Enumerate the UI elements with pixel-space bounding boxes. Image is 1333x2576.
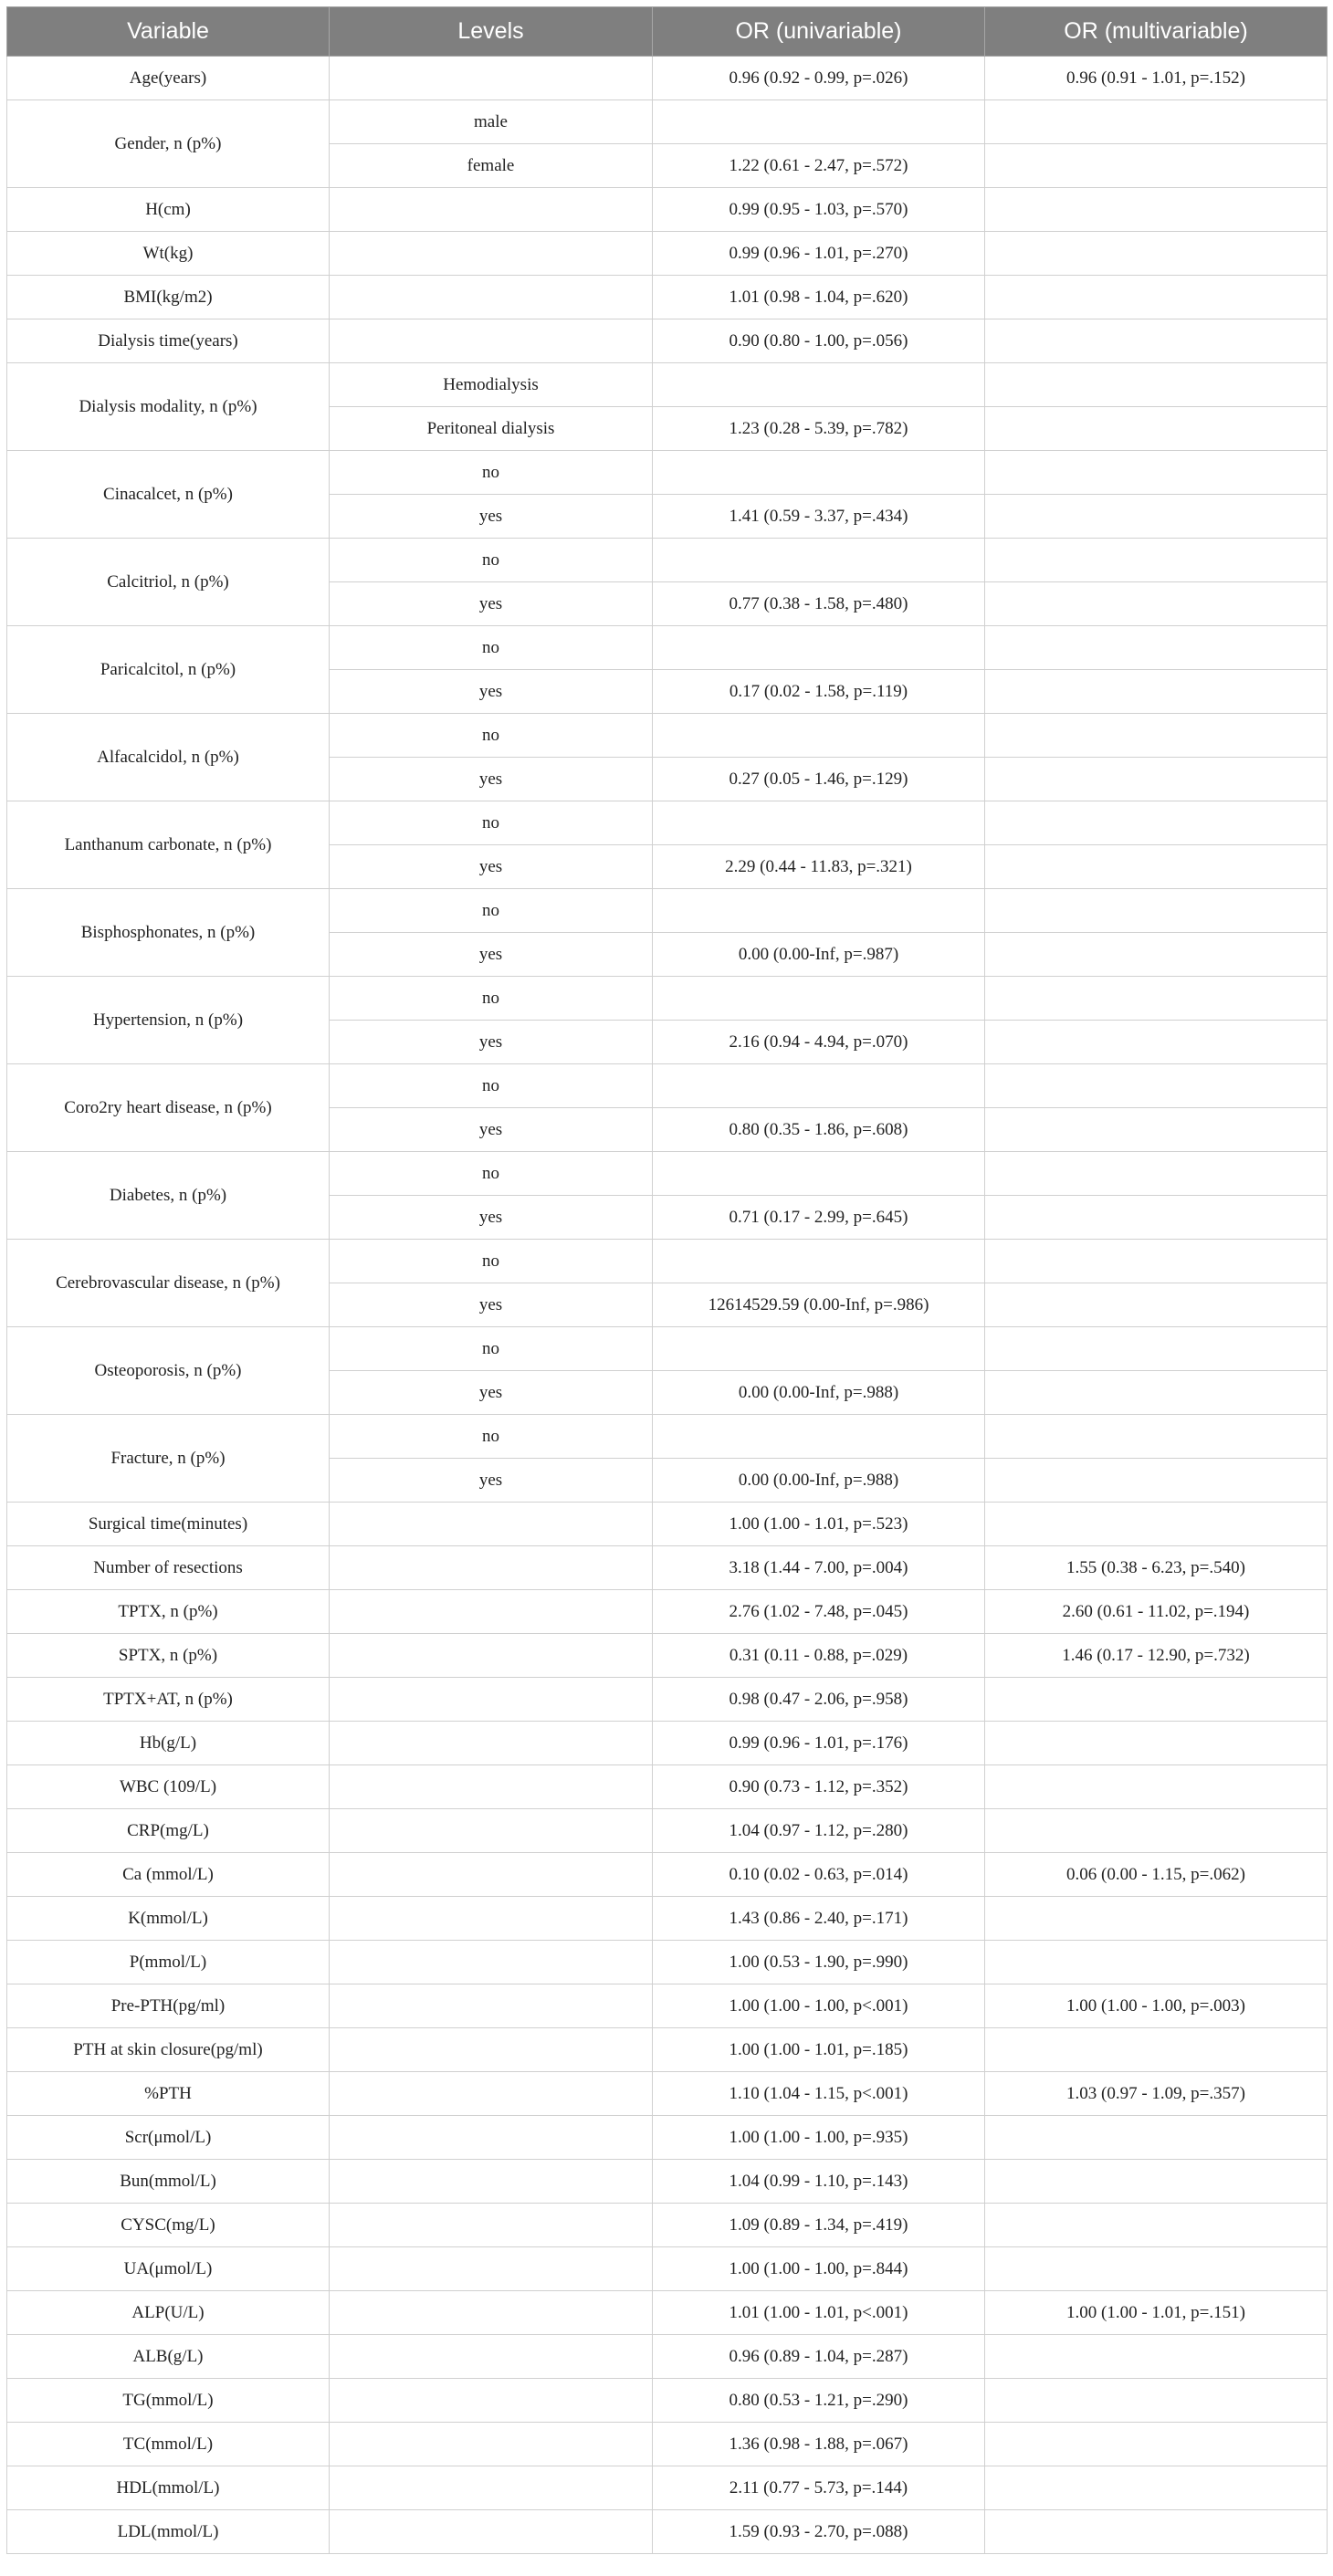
level-cell — [330, 1503, 653, 1546]
level-cell — [330, 2028, 653, 2072]
variable-cell: UA(μmol/L) — [7, 2247, 330, 2291]
level-cell — [330, 1941, 653, 1984]
level-cell — [330, 2423, 653, 2466]
level-cell — [330, 1984, 653, 2028]
variable-cell: TC(mmol/L) — [7, 2423, 330, 2466]
table-row — [7, 1590, 1328, 1634]
variable-cell: Lanthanum carbonate, n (p%) — [7, 801, 330, 889]
or-univariable-cell: 1.00 (0.53 - 1.90, p=.990) — [653, 1941, 985, 1984]
variable-cell: CRP(mg/L) — [7, 1809, 330, 1853]
table-row — [7, 2510, 1328, 2554]
table-row — [7, 1678, 1328, 1722]
variable-cell: Cinacalcet, n (p%) — [7, 451, 330, 539]
level-cell — [330, 2466, 653, 2510]
or-multivariable-cell — [985, 933, 1328, 977]
level-cell: yes — [330, 1283, 653, 1327]
or-multivariable-cell — [985, 1152, 1328, 1196]
level-cell — [330, 1809, 653, 1853]
table-row — [7, 1240, 1328, 1283]
or-univariable-cell: 0.10 (0.02 - 0.63, p=.014) — [653, 1853, 985, 1897]
or-univariable-cell — [653, 801, 985, 845]
or-multivariable-cell — [985, 276, 1328, 319]
level-cell: yes — [330, 758, 653, 801]
level-cell: no — [330, 1415, 653, 1459]
level-cell — [330, 2379, 653, 2423]
or-multivariable-cell: 0.96 (0.91 - 1.01, p=.152) — [985, 57, 1328, 100]
level-cell: yes — [330, 1196, 653, 1240]
or-univariable-cell: 1.01 (1.00 - 1.01, p<.001) — [653, 2291, 985, 2335]
or-multivariable-cell — [985, 582, 1328, 626]
level-cell — [330, 2247, 653, 2291]
variable-cell: WBC (109/L) — [7, 1765, 330, 1809]
level-cell: yes — [330, 1371, 653, 1415]
level-cell — [330, 232, 653, 276]
or-univariable-cell: 0.00 (0.00-Inf, p=.988) — [653, 1371, 985, 1415]
or-multivariable-cell: 2.60 (0.61 - 11.02, p=.194) — [985, 1590, 1328, 1634]
variable-cell: Bisphosphonates, n (p%) — [7, 889, 330, 977]
table-row — [7, 2423, 1328, 2466]
odds-ratio-table — [6, 6, 1328, 2554]
level-cell: no — [330, 626, 653, 670]
variable-cell: BMI(kg/m2) — [7, 276, 330, 319]
or-multivariable-cell — [985, 977, 1328, 1021]
or-multivariable-cell — [985, 758, 1328, 801]
or-univariable-cell: 1.01 (0.98 - 1.04, p=.620) — [653, 276, 985, 319]
or-univariable-cell: 1.00 (1.00 - 1.00, p=.935) — [653, 2116, 985, 2160]
or-multivariable-cell — [985, 1196, 1328, 1240]
or-univariable-cell — [653, 100, 985, 144]
level-cell — [330, 2160, 653, 2204]
variable-cell: Alfacalcidol, n (p%) — [7, 714, 330, 801]
or-univariable-cell: 0.77 (0.38 - 1.58, p=.480) — [653, 582, 985, 626]
variable-cell: Osteoporosis, n (p%) — [7, 1327, 330, 1415]
or-univariable-cell: 0.27 (0.05 - 1.46, p=.129) — [653, 758, 985, 801]
or-multivariable-cell — [985, 407, 1328, 451]
table-row — [7, 451, 1328, 495]
or-univariable-cell: 12614529.59 (0.00-Inf, p=.986) — [653, 1283, 985, 1327]
variable-cell: Hypertension, n (p%) — [7, 977, 330, 1064]
or-multivariable-cell: 1.00 (1.00 - 1.00, p=.003) — [985, 1984, 1328, 2028]
table-row — [7, 100, 1328, 144]
or-univariable-cell — [653, 1327, 985, 1371]
or-univariable-cell — [653, 1415, 985, 1459]
level-cell — [330, 57, 653, 100]
level-cell: no — [330, 801, 653, 845]
table-row — [7, 889, 1328, 933]
or-univariable-cell: 3.18 (1.44 - 7.00, p=.004) — [653, 1546, 985, 1590]
table-row — [7, 188, 1328, 232]
or-multivariable-cell — [985, 1722, 1328, 1765]
or-univariable-cell: 0.00 (0.00-Inf, p=.987) — [653, 933, 985, 977]
variable-cell: H(cm) — [7, 188, 330, 232]
variable-cell: Ca (mmol/L) — [7, 1853, 330, 1897]
level-cell: no — [330, 539, 653, 582]
or-multivariable-cell — [985, 2160, 1328, 2204]
or-univariable-cell: 2.76 (1.02 - 7.48, p=.045) — [653, 1590, 985, 1634]
variable-cell: LDL(mmol/L) — [7, 2510, 330, 2554]
or-multivariable-cell — [985, 1809, 1328, 1853]
or-multivariable-cell — [985, 1283, 1328, 1327]
or-multivariable-cell — [985, 539, 1328, 582]
or-univariable-cell — [653, 1152, 985, 1196]
table-row — [7, 2028, 1328, 2072]
or-univariable-cell: 0.99 (0.95 - 1.03, p=.570) — [653, 188, 985, 232]
header-levels: Levels — [330, 7, 653, 57]
level-cell — [330, 188, 653, 232]
table-row — [7, 2116, 1328, 2160]
level-cell — [330, 2072, 653, 2116]
or-univariable-cell: 0.90 (0.73 - 1.12, p=.352) — [653, 1765, 985, 1809]
or-univariable-cell — [653, 451, 985, 495]
table-row — [7, 2291, 1328, 2335]
level-cell: male — [330, 100, 653, 144]
level-cell: female — [330, 144, 653, 188]
table-row — [7, 1503, 1328, 1546]
variable-cell: Wt(kg) — [7, 232, 330, 276]
variable-cell: P(mmol/L) — [7, 1941, 330, 1984]
level-cell: yes — [330, 933, 653, 977]
variable-cell: Dialysis time(years) — [7, 319, 330, 363]
or-univariable-cell: 0.96 (0.89 - 1.04, p=.287) — [653, 2335, 985, 2379]
or-univariable-cell: 0.99 (0.96 - 1.01, p=.176) — [653, 1722, 985, 1765]
level-cell: yes — [330, 1021, 653, 1064]
header-or-multivariable: OR (multivariable) — [985, 7, 1328, 57]
or-multivariable-cell — [985, 2247, 1328, 2291]
level-cell: yes — [330, 1459, 653, 1503]
or-univariable-cell: 1.04 (0.99 - 1.10, p=.143) — [653, 2160, 985, 2204]
or-multivariable-cell — [985, 1503, 1328, 1546]
table-row — [7, 1327, 1328, 1371]
table-row — [7, 57, 1328, 100]
table-row — [7, 1064, 1328, 1108]
or-multivariable-cell — [985, 2423, 1328, 2466]
table-row — [7, 2379, 1328, 2423]
or-multivariable-cell — [985, 1678, 1328, 1722]
table-row — [7, 319, 1328, 363]
variable-cell: TG(mmol/L) — [7, 2379, 330, 2423]
level-cell — [330, 2510, 653, 2554]
or-multivariable-cell — [985, 801, 1328, 845]
table-row — [7, 363, 1328, 407]
or-univariable-cell: 1.00 (1.00 - 1.00, p<.001) — [653, 1984, 985, 2028]
variable-cell: Number of resections — [7, 1546, 330, 1590]
or-univariable-cell — [653, 714, 985, 758]
or-multivariable-cell — [985, 100, 1328, 144]
variable-cell: SPTX, n (p%) — [7, 1634, 330, 1678]
or-univariable-cell: 1.00 (1.00 - 1.00, p=.844) — [653, 2247, 985, 2291]
level-cell — [330, 2335, 653, 2379]
table-row — [7, 1722, 1328, 1765]
level-cell — [330, 1853, 653, 1897]
or-multivariable-cell — [985, 1371, 1328, 1415]
table-row — [7, 2466, 1328, 2510]
level-cell: no — [330, 1240, 653, 1283]
level-cell: yes — [330, 582, 653, 626]
level-cell — [330, 1634, 653, 1678]
or-univariable-cell: 1.09 (0.89 - 1.34, p=.419) — [653, 2204, 985, 2247]
variable-cell: Scr(μmol/L) — [7, 2116, 330, 2160]
variable-cell: HDL(mmol/L) — [7, 2466, 330, 2510]
variable-cell: PTH at skin closure(pg/ml) — [7, 2028, 330, 2072]
variable-cell: Gender, n (p%) — [7, 100, 330, 188]
variable-cell: Age(years) — [7, 57, 330, 100]
or-univariable-cell: 1.04 (0.97 - 1.12, p=.280) — [653, 1809, 985, 1853]
header-variable: Variable — [7, 7, 330, 57]
or-univariable-cell: 1.59 (0.93 - 2.70, p=.088) — [653, 2510, 985, 2554]
or-multivariable-cell — [985, 1459, 1328, 1503]
or-multivariable-cell — [985, 1765, 1328, 1809]
or-univariable-cell: 1.23 (0.28 - 5.39, p=.782) — [653, 407, 985, 451]
variable-cell: Diabetes, n (p%) — [7, 1152, 330, 1240]
level-cell — [330, 1897, 653, 1941]
level-cell: yes — [330, 670, 653, 714]
or-multivariable-cell — [985, 2204, 1328, 2247]
or-univariable-cell — [653, 539, 985, 582]
level-cell: no — [330, 977, 653, 1021]
variable-cell: Surgical time(minutes) — [7, 1503, 330, 1546]
table-row — [7, 1809, 1328, 1853]
or-univariable-cell: 0.71 (0.17 - 2.99, p=.645) — [653, 1196, 985, 1240]
or-multivariable-cell — [985, 670, 1328, 714]
variable-cell: Dialysis modality, n (p%) — [7, 363, 330, 451]
variable-cell: K(mmol/L) — [7, 1897, 330, 1941]
table-row — [7, 1634, 1328, 1678]
or-multivariable-cell — [985, 363, 1328, 407]
variable-cell: CYSC(mg/L) — [7, 2204, 330, 2247]
variable-cell: Pre-PTH(pg/ml) — [7, 1984, 330, 2028]
level-cell — [330, 1678, 653, 1722]
level-cell — [330, 319, 653, 363]
or-multivariable-cell — [985, 1327, 1328, 1371]
or-univariable-cell: 0.00 (0.00-Inf, p=.988) — [653, 1459, 985, 1503]
or-univariable-cell: 0.80 (0.53 - 1.21, p=.290) — [653, 2379, 985, 2423]
variable-cell: TPTX+AT, n (p%) — [7, 1678, 330, 1722]
table-row — [7, 1853, 1328, 1897]
or-univariable-cell: 0.31 (0.11 - 0.88, p=.029) — [653, 1634, 985, 1678]
level-cell: yes — [330, 845, 653, 889]
or-multivariable-cell: 1.46 (0.17 - 12.90, p=.732) — [985, 1634, 1328, 1678]
or-univariable-cell — [653, 1240, 985, 1283]
or-multivariable-cell — [985, 2379, 1328, 2423]
variable-cell: Bun(mmol/L) — [7, 2160, 330, 2204]
table-row — [7, 2160, 1328, 2204]
or-multivariable-cell — [985, 1064, 1328, 1108]
or-multivariable-cell — [985, 1021, 1328, 1064]
table-row — [7, 2335, 1328, 2379]
or-multivariable-cell — [985, 2028, 1328, 2072]
or-univariable-cell: 1.00 (1.00 - 1.01, p=.523) — [653, 1503, 985, 1546]
table-body — [7, 57, 1328, 2554]
or-multivariable-cell: 0.06 (0.00 - 1.15, p=.062) — [985, 1853, 1328, 1897]
level-cell: yes — [330, 1108, 653, 1152]
table-row — [7, 1415, 1328, 1459]
table-row — [7, 1941, 1328, 1984]
or-multivariable-cell — [985, 319, 1328, 363]
or-univariable-cell: 1.22 (0.61 - 2.47, p=.572) — [653, 144, 985, 188]
or-univariable-cell: 0.96 (0.92 - 0.99, p=.026) — [653, 57, 985, 100]
or-multivariable-cell — [985, 714, 1328, 758]
or-univariable-cell: 0.90 (0.80 - 1.00, p=.056) — [653, 319, 985, 363]
or-univariable-cell — [653, 977, 985, 1021]
or-univariable-cell: 1.41 (0.59 - 3.37, p=.434) — [653, 495, 985, 539]
or-multivariable-cell — [985, 1941, 1328, 1984]
level-cell — [330, 1722, 653, 1765]
header-or-univariable: OR (univariable) — [653, 7, 985, 57]
table-row — [7, 2247, 1328, 2291]
level-cell: no — [330, 1327, 653, 1371]
level-cell: yes — [330, 495, 653, 539]
level-cell — [330, 1546, 653, 1590]
or-multivariable-cell — [985, 626, 1328, 670]
level-cell: no — [330, 451, 653, 495]
level-cell — [330, 1590, 653, 1634]
variable-cell: Coro2ry heart disease, n (p%) — [7, 1064, 330, 1152]
variable-cell: Fracture, n (p%) — [7, 1415, 330, 1503]
table-row — [7, 276, 1328, 319]
table-row — [7, 232, 1328, 276]
or-univariable-cell — [653, 626, 985, 670]
header-row — [7, 7, 1328, 57]
level-cell — [330, 2291, 653, 2335]
variable-cell: Calcitriol, n (p%) — [7, 539, 330, 626]
table-row — [7, 977, 1328, 1021]
or-univariable-cell: 0.80 (0.35 - 1.86, p=.608) — [653, 1108, 985, 1152]
level-cell — [330, 2204, 653, 2247]
or-univariable-cell — [653, 889, 985, 933]
or-multivariable-cell — [985, 2510, 1328, 2554]
variable-cell: Hb(g/L) — [7, 1722, 330, 1765]
variable-cell: Cerebrovascular disease, n (p%) — [7, 1240, 330, 1327]
or-univariable-cell: 1.10 (1.04 - 1.15, p<.001) — [653, 2072, 985, 2116]
variable-cell: TPTX, n (p%) — [7, 1590, 330, 1634]
or-univariable-cell: 0.98 (0.47 - 2.06, p=.958) — [653, 1678, 985, 1722]
table-row — [7, 539, 1328, 582]
or-multivariable-cell — [985, 1897, 1328, 1941]
table-row — [7, 2072, 1328, 2116]
table-row — [7, 1984, 1328, 2028]
or-univariable-cell — [653, 1064, 985, 1108]
or-multivariable-cell: 1.03 (0.97 - 1.09, p=.357) — [985, 2072, 1328, 2116]
level-cell: no — [330, 889, 653, 933]
table-row — [7, 1546, 1328, 1590]
level-cell: Peritoneal dialysis — [330, 407, 653, 451]
or-multivariable-cell — [985, 2466, 1328, 2510]
or-univariable-cell: 2.16 (0.94 - 4.94, p=.070) — [653, 1021, 985, 1064]
or-univariable-cell: 1.00 (1.00 - 1.01, p=.185) — [653, 2028, 985, 2072]
or-multivariable-cell — [985, 2335, 1328, 2379]
table-row — [7, 801, 1328, 845]
table-row — [7, 1152, 1328, 1196]
variable-cell: ALB(g/L) — [7, 2335, 330, 2379]
or-univariable-cell: 2.29 (0.44 - 11.83, p=.321) — [653, 845, 985, 889]
or-univariable-cell: 1.36 (0.98 - 1.88, p=.067) — [653, 2423, 985, 2466]
or-multivariable-cell — [985, 1240, 1328, 1283]
or-univariable-cell — [653, 363, 985, 407]
or-univariable-cell: 0.99 (0.96 - 1.01, p=.270) — [653, 232, 985, 276]
variable-cell: Paricalcitol, n (p%) — [7, 626, 330, 714]
or-univariable-cell: 1.43 (0.86 - 2.40, p=.171) — [653, 1897, 985, 1941]
or-multivariable-cell — [985, 144, 1328, 188]
variable-cell: ALP(U/L) — [7, 2291, 330, 2335]
or-multivariable-cell — [985, 2116, 1328, 2160]
or-multivariable-cell: 1.00 (1.00 - 1.01, p=.151) — [985, 2291, 1328, 2335]
or-multivariable-cell: 1.55 (0.38 - 6.23, p=.540) — [985, 1546, 1328, 1590]
level-cell: no — [330, 1064, 653, 1108]
level-cell — [330, 276, 653, 319]
or-multivariable-cell — [985, 495, 1328, 539]
table-row — [7, 2204, 1328, 2247]
level-cell — [330, 2116, 653, 2160]
or-multivariable-cell — [985, 889, 1328, 933]
level-cell — [330, 1765, 653, 1809]
table-row — [7, 1897, 1328, 1941]
table-row — [7, 626, 1328, 670]
or-multivariable-cell — [985, 1108, 1328, 1152]
level-cell: no — [330, 714, 653, 758]
or-univariable-cell: 2.11 (0.77 - 5.73, p=.144) — [653, 2466, 985, 2510]
or-multivariable-cell — [985, 232, 1328, 276]
or-univariable-cell: 0.17 (0.02 - 1.58, p=.119) — [653, 670, 985, 714]
level-cell: Hemodialysis — [330, 363, 653, 407]
level-cell: no — [330, 1152, 653, 1196]
variable-cell: %PTH — [7, 2072, 330, 2116]
or-multivariable-cell — [985, 188, 1328, 232]
or-multivariable-cell — [985, 845, 1328, 889]
or-multivariable-cell — [985, 451, 1328, 495]
table-row — [7, 714, 1328, 758]
or-multivariable-cell — [985, 1415, 1328, 1459]
table-row — [7, 1765, 1328, 1809]
